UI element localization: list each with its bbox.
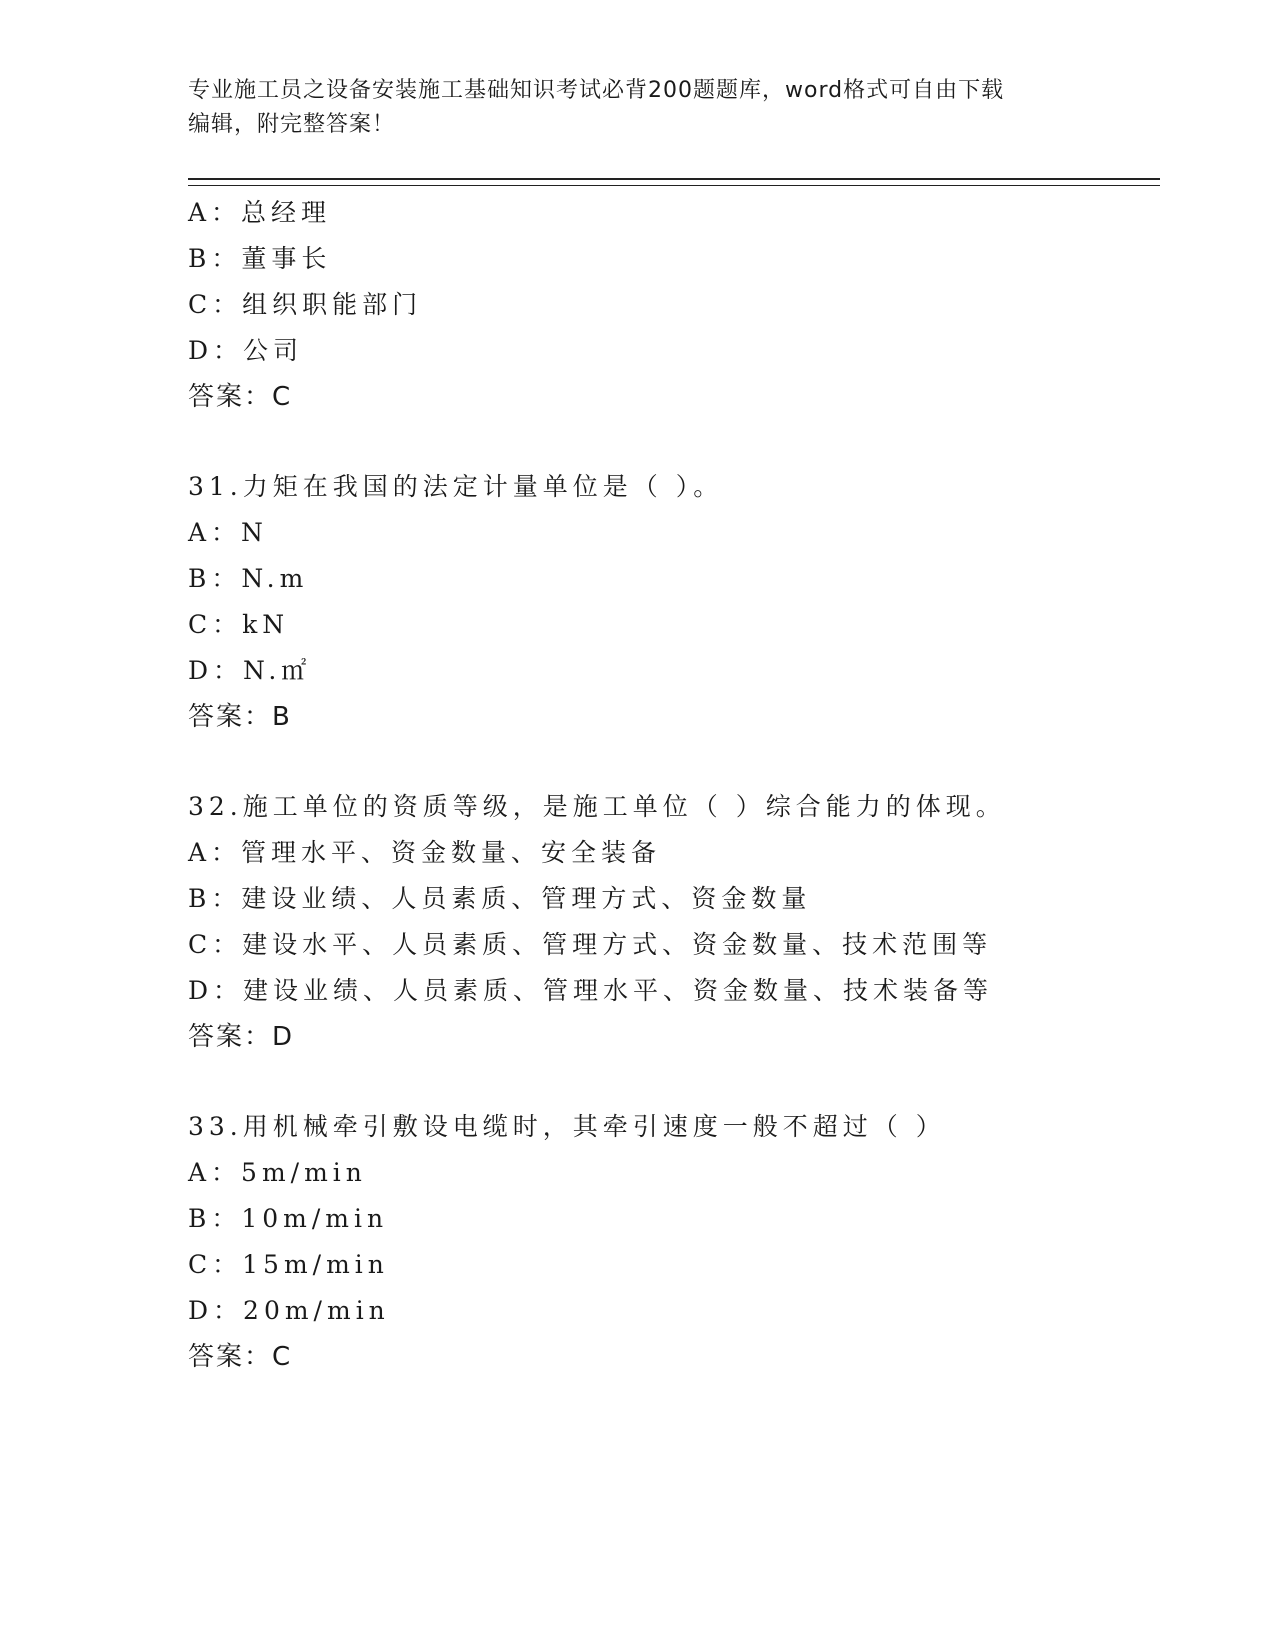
- question-text: 32.施工单位的资质等级，是施工单位（ ）综合能力的体现。: [188, 792, 1006, 821]
- spacer: [188, 420, 1148, 464]
- page-header: [188, 74, 1088, 142]
- question-30: [188, 190, 1148, 420]
- option-c: C：组织职能部门: [188, 290, 423, 319]
- spacer: [188, 1060, 1148, 1104]
- answer: 答案：C: [188, 382, 293, 412]
- question-31: [188, 464, 1148, 740]
- header-title-line-2: 编辑，附完整答案！: [188, 112, 396, 137]
- option-b: B：10m/min: [188, 1204, 389, 1233]
- option-b: B：董事长: [188, 244, 332, 273]
- option-a: A：N: [188, 518, 268, 547]
- option-c: C：kN: [188, 610, 290, 639]
- question-text: 31.力矩在我国的法定计量单位是（ ）。: [188, 472, 724, 501]
- question-33: [188, 1104, 1148, 1380]
- header-divider: [188, 178, 1160, 186]
- option-c: C：建设水平、人员素质、管理方式、资金数量、技术范围等: [188, 930, 993, 959]
- answer: 答案：B: [188, 702, 292, 732]
- option-d: D：N.㎡: [188, 656, 312, 685]
- header-title-line-1: 专业施工员之设备安装施工基础知识考试必背200题题库，word格式可自由下载: [188, 78, 1005, 103]
- question-list: [188, 190, 1148, 1380]
- option-a: A：总经理: [188, 198, 332, 227]
- spacer: [188, 740, 1148, 784]
- option-a: A：管理水平、资金数量、安全装备: [188, 838, 662, 867]
- answer: 答案：D: [188, 1022, 295, 1052]
- answer: 答案：C: [188, 1342, 293, 1372]
- option-a: A：5m/min: [188, 1158, 367, 1187]
- option-d: D：20m/min: [188, 1296, 390, 1325]
- question-32: [188, 784, 1148, 1060]
- option-d: D：建设业绩、人员素质、管理水平、资金数量、技术装备等: [188, 976, 994, 1005]
- option-b: B：建设业绩、人员素质、管理方式、资金数量: [188, 884, 812, 913]
- option-d: D：公司: [188, 336, 304, 365]
- option-b: B：N.m: [188, 564, 309, 593]
- question-text: 33.用机械牵引敷设电缆时，其牵引速度一般不超过（ ）: [188, 1112, 946, 1141]
- option-c: C：15m/min: [188, 1250, 389, 1279]
